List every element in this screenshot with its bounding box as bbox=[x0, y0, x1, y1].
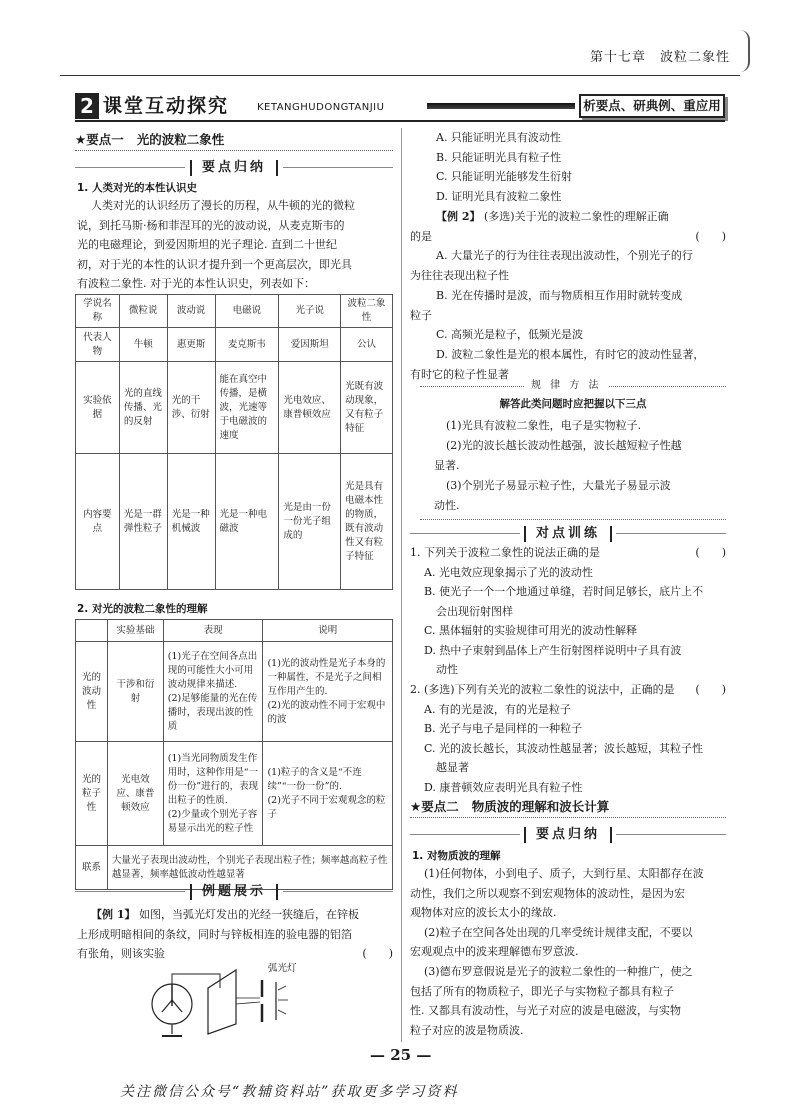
header-curve-ornament bbox=[740, 30, 750, 72]
box-line-right bbox=[616, 834, 726, 835]
box-line-left bbox=[75, 891, 185, 892]
section-label: 要点二 bbox=[421, 799, 459, 814]
page-number: — 25 — bbox=[370, 1046, 432, 1064]
text-line: 有波粒二象性. 对于光的本性认识史，列表如下： bbox=[77, 277, 315, 290]
example-label: 【例 2】 bbox=[436, 210, 481, 223]
table-header-row bbox=[76, 295, 393, 328]
subheading: 2. 对光的波粒二象性的理解 bbox=[77, 603, 208, 615]
box-title-text: 对点训练 bbox=[524, 526, 612, 542]
cell-text: (1)光的波动性是光子本身的一种属性，不是光子之间相互作用产生的. bbox=[267, 657, 386, 697]
table-cell bbox=[163, 642, 263, 742]
section-label: 要点一 bbox=[86, 132, 124, 147]
option: A. 只能证明光具有波动性 bbox=[436, 131, 561, 144]
cell-text: (2)光的波动性不同于宏观中的波 bbox=[267, 699, 386, 725]
text-span: 的是 bbox=[410, 229, 432, 243]
table-header-cell bbox=[76, 620, 108, 642]
banner-bar bbox=[427, 103, 575, 109]
text-line: 宏观观点中的波来理解德布罗意波. bbox=[410, 945, 579, 959]
section-heading-1 bbox=[75, 130, 224, 149]
table-header-cell: 波动说 bbox=[167, 295, 215, 328]
method-line: (2)光的波长越长波动性越强，波长越短粒子性越 bbox=[446, 438, 682, 452]
table-cell: 光的干涉、衍射 bbox=[167, 362, 215, 454]
option: 粒子 bbox=[410, 308, 432, 322]
banner-title: 课堂互动探究 bbox=[103, 95, 230, 117]
table-cell: 光的粒子性 bbox=[76, 742, 108, 846]
banner-pinyin: KETANGHUDONGTANJIU bbox=[257, 102, 385, 113]
table-cell: 光电效应、康普顿效应 bbox=[107, 742, 163, 846]
text-line: 包括了所有的物质粒子，即光子与实物粒子都具有粒子 bbox=[410, 984, 674, 998]
method-title: 规 律 方 法 bbox=[525, 378, 608, 394]
table-cell: 光是一群弹性粒子 bbox=[119, 454, 167, 590]
box-line-right bbox=[283, 891, 393, 892]
table-cell: 光既有波动现象，又有粒子特征 bbox=[341, 362, 393, 454]
table-cell: 光是由一份一份光子组成的 bbox=[279, 454, 341, 590]
option: B. 光在传播时是波，而与物质相互作用时就转变成 bbox=[436, 288, 683, 302]
example-2 bbox=[410, 207, 726, 384]
table-row bbox=[76, 454, 393, 590]
text-line: (1)任何物体，小到电子、质子，大到行星、太阳都存在波 bbox=[424, 867, 704, 880]
figure-caption: 弧光灯 bbox=[268, 963, 297, 974]
table-cell: 大量光子表现出波动性，个别光子表现出粒子性；频率越高粒子性越显著，频率越低波动性越显著 bbox=[107, 846, 392, 890]
option: 动性 bbox=[436, 663, 458, 676]
table-cell: 光是一种机械波 bbox=[167, 454, 215, 590]
text-line: 观物体对应的波长太小的缘故. bbox=[410, 906, 557, 920]
table-row bbox=[76, 362, 393, 454]
section-rule bbox=[410, 817, 726, 818]
answer-bracket: ( ) bbox=[695, 229, 726, 243]
box-line-left bbox=[410, 533, 520, 534]
option: C. 高频光是粒子，低频光是波 bbox=[436, 328, 584, 342]
table-cell: 公认 bbox=[341, 328, 393, 362]
cell-text: (1)粒子的含义是“不连续”“一份一份”的. bbox=[267, 766, 362, 792]
table-cell: 麦克斯韦 bbox=[215, 328, 279, 362]
table-cell: 惠更斯 bbox=[167, 328, 215, 362]
text-line: 人类对光的认识经历了漫长的历程，从牛顿的光的微粒 bbox=[91, 199, 355, 212]
table-cell: 光是一种电磁波 bbox=[215, 454, 279, 590]
cell-text: (1)当光同物质发生作用时，这种作用是“一份一份”进行的，表现出粒子的性质. bbox=[167, 752, 259, 806]
text-line bbox=[410, 227, 726, 247]
table-cell: 光电效应、康普顿效应 bbox=[279, 362, 341, 454]
option: D. 证明光具有波粒二象性 bbox=[436, 190, 562, 204]
section-rule bbox=[75, 150, 393, 151]
subheading: 1. 对物质波的理解 bbox=[412, 850, 501, 862]
box-title-summary bbox=[75, 158, 393, 178]
text-line: 光的电磁理论，到爱因斯坦的光子理论. 直到二十世纪 bbox=[77, 238, 337, 251]
table-cell: 光的直线传播、光的反射 bbox=[119, 362, 167, 454]
table-header-cell: 学说名称 bbox=[76, 295, 120, 328]
box-title-text: 例题展示 bbox=[190, 884, 278, 900]
text-line: 动性，我们之所以观察不到宏观物体的波动性，是因为宏 bbox=[410, 886, 685, 900]
method-line: 动性. bbox=[434, 498, 460, 512]
zinc-plate-icon bbox=[208, 970, 236, 1034]
option: D. 热中子束射到晶体上产生衍射图样说明中子具有波 bbox=[424, 643, 682, 657]
history-table bbox=[75, 294, 393, 590]
option: 为往往表现出粒子性 bbox=[410, 269, 509, 283]
table-cell: 内容要点 bbox=[76, 454, 120, 590]
box-title-summary-2 bbox=[410, 825, 726, 845]
method-box bbox=[420, 380, 726, 520]
section-heading-2 bbox=[410, 797, 609, 816]
column-divider bbox=[401, 128, 402, 1042]
option: A. 有的光是波，有的光是粒子 bbox=[424, 702, 571, 716]
option: C. 黑体辐射的实验规律可用光的波动性解释 bbox=[424, 624, 638, 637]
text-line: (3)德布罗意假说是光子的波粒二象性的一种推广，使之 bbox=[424, 964, 693, 978]
running-head: 第十七章 波粒二象性 bbox=[589, 50, 730, 65]
banner-rule bbox=[75, 120, 725, 122]
method-heading: 解答此类问题时应把握以下三点 bbox=[499, 398, 647, 410]
table-cell: 光的波动性 bbox=[76, 642, 108, 742]
answer-bracket: ( ) bbox=[362, 947, 393, 960]
box-title-text: 要点归纳 bbox=[190, 160, 278, 176]
table-cell: 干涉和衍射 bbox=[107, 642, 163, 742]
option: B. 光子与电子是同样的一种粒子 bbox=[424, 722, 583, 735]
table-cell: 代表人物 bbox=[76, 328, 120, 362]
option: D. 波粒二象性是光的根本属性，有时它的波动性显著， bbox=[436, 347, 705, 361]
table-row bbox=[76, 742, 393, 846]
text-line: 性. 又都具有波动性，与光子对应的波是电磁波，与实物 bbox=[410, 1004, 681, 1018]
table-cell bbox=[263, 642, 393, 742]
text-line: 说，到托马斯·杨和菲涅耳的光的波动说，从麦克斯韦的 bbox=[77, 218, 345, 232]
table-header-row bbox=[76, 620, 393, 642]
table-header-cell: 微粒说 bbox=[119, 295, 167, 328]
duality-table bbox=[75, 619, 393, 890]
cell-text: (2)少量或个别光子容易显示出光的粒子性 bbox=[167, 808, 258, 834]
table-cell: 光是具有电磁本性的物质，既有波动性又有粒子特征 bbox=[341, 454, 393, 590]
table-header-cell: 实验基础 bbox=[107, 620, 163, 642]
text-span: 有张角，则该实验 bbox=[77, 947, 165, 960]
star-icon: ★ bbox=[75, 132, 87, 147]
text-line: 初，对于光的本性的认识才提升到一个更高层次，即光具 bbox=[77, 257, 352, 271]
text-line: 上形成明暗相间的条纹，同时与锌板相连的验电器的铝箔 bbox=[77, 927, 352, 941]
option: A. 大量光子的行为往往表现出波动性，个别光子的行 bbox=[436, 249, 693, 263]
text-span: 1. 下列关于波粒二象性的说法正确的是 bbox=[410, 546, 600, 559]
text-span: (多选)关于光的波粒二象性的理解正确 bbox=[483, 210, 669, 223]
option: 越显著 bbox=[436, 761, 469, 774]
question-2 bbox=[410, 680, 726, 797]
banner-tag: 析要点、研典例、重应用 bbox=[579, 94, 725, 118]
method-line: (1)光具有波粒二象性，电子是实物粒子. bbox=[446, 418, 642, 432]
example-1-options bbox=[410, 128, 726, 207]
question-stem bbox=[410, 543, 726, 563]
table-cell: 牛顿 bbox=[119, 328, 167, 362]
option: B. 只能证明光具有粒子性 bbox=[436, 150, 562, 164]
question-stem bbox=[410, 680, 726, 700]
section-title: 物质波的理解和波长计算 bbox=[471, 799, 610, 814]
table-cell bbox=[263, 742, 393, 846]
text-span: 如图，当弧光灯发出的光经一狭缝后，在锌板 bbox=[138, 908, 359, 921]
footer-note: 关注微信公众号“教辅资料站”获取更多学习资料 bbox=[120, 1084, 459, 1100]
box-line-right bbox=[616, 533, 726, 534]
banner-number: 2 bbox=[75, 93, 99, 119]
cell-text: (1)光子在空间各点出现的可能性大小可用波动规律来描述. bbox=[167, 650, 258, 690]
table-cell bbox=[163, 742, 263, 846]
table-row bbox=[76, 642, 393, 742]
text-span: 2. (多选)下列有关光的波粒二象性的说法中，正确的是 bbox=[410, 683, 675, 696]
table-header-cell: 说明 bbox=[263, 620, 393, 642]
table-cell: 爱因斯坦 bbox=[279, 328, 341, 362]
intro-paragraph bbox=[77, 196, 393, 294]
text-line bbox=[410, 207, 726, 227]
method-line: 显著. bbox=[434, 458, 460, 472]
box-title-text: 要点归纳 bbox=[524, 827, 612, 843]
matter-wave-text bbox=[410, 864, 726, 1040]
option: 有时它的粒子性显著 bbox=[410, 367, 509, 381]
option: B. 使光子一个一个地通过单缝，若时间足够长，底片上不 bbox=[424, 585, 704, 598]
table-header-cell: 波粒二象性 bbox=[341, 295, 393, 328]
box-line-right bbox=[283, 167, 393, 168]
header-rule bbox=[60, 75, 740, 76]
star-icon: ★ bbox=[410, 799, 422, 814]
option: C. 光的波长越长，其波动性越显著；波长越短，其粒子性 bbox=[424, 741, 704, 755]
text-line bbox=[77, 944, 393, 964]
text-line: (2)粒子在空间各处出现的几率受统计规律支配，不要以 bbox=[424, 925, 693, 939]
method-line: (3)个别光子易显示粒子性，大量光子易显示波 bbox=[446, 478, 671, 492]
text-line: 粒子对应的波是物质波. bbox=[410, 1023, 524, 1037]
option: C. 只能证明光能够发生衍射 bbox=[436, 170, 573, 184]
box-title-example bbox=[75, 882, 393, 902]
table-cell: 实验依据 bbox=[76, 362, 120, 454]
example-label: 【例 1】 bbox=[91, 908, 136, 921]
cell-text: (2)光子不同于宏观观念的粒子 bbox=[267, 794, 386, 820]
subheading: 1. 人类对光的本性认识史 bbox=[77, 182, 197, 194]
table-header-cell: 电磁说 bbox=[215, 295, 279, 328]
cell-text: (2)足够能量的光在传播时，表现出波的性质 bbox=[167, 692, 258, 732]
text-line bbox=[77, 905, 393, 925]
table-row bbox=[76, 328, 393, 362]
table-cell: 能在真空中传播，是横波，光速等于电磁波的速度 bbox=[215, 362, 279, 454]
box-line-left bbox=[410, 834, 520, 835]
box-line-left bbox=[75, 167, 185, 168]
section-banner bbox=[75, 93, 725, 119]
option: A. 光电效应现象揭示了光的波动性 bbox=[424, 565, 593, 579]
box-title-training bbox=[410, 524, 726, 544]
table-cell: 联系 bbox=[76, 846, 108, 890]
table-header-cell: 光子说 bbox=[279, 295, 341, 328]
answer-bracket: ( ) bbox=[695, 683, 726, 696]
example-1 bbox=[77, 905, 393, 964]
section-title: 光的波粒二象性 bbox=[136, 132, 225, 147]
answer-bracket: ( ) bbox=[695, 546, 726, 559]
option: 会出现衍射图样 bbox=[436, 604, 513, 618]
question-1 bbox=[410, 543, 726, 680]
option: D. 康普顿效应表明光具有粒子性 bbox=[424, 780, 583, 794]
table-header-cell: 表现 bbox=[163, 620, 263, 642]
